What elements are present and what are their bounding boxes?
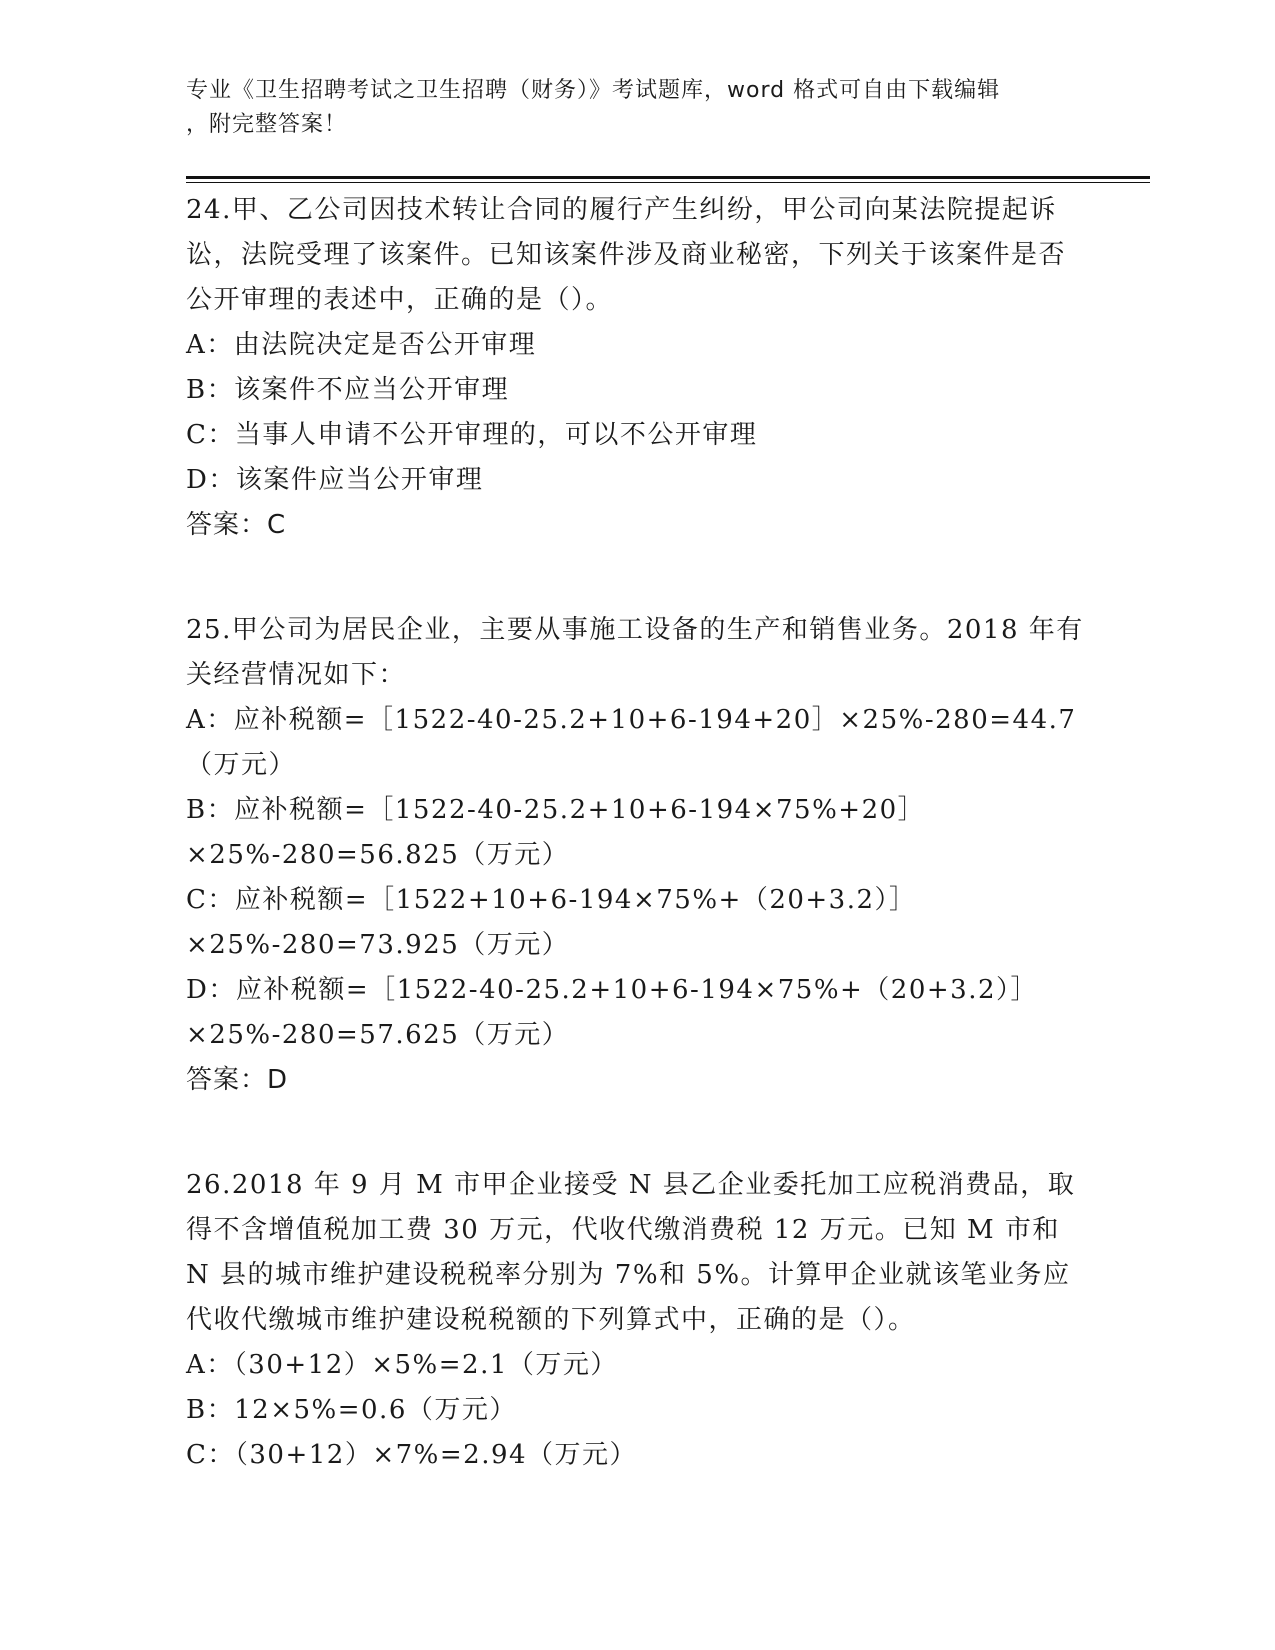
option-d: D：该案件应当公开审理 bbox=[186, 465, 484, 495]
option-a: A：由法院决定是否公开审理 bbox=[186, 330, 537, 360]
option-c: C：（30+12）×7%=2.94（万元） bbox=[186, 1440, 638, 1470]
option-a: A：应补税额=［1522-40-25.2+10+6-194+20］×25%-280=44.7（万元） bbox=[186, 705, 1077, 780]
question-text: 26.2018 年 9 月 M 市甲企业接受 N 县乙企业委托加工应税消费品，取得不含增值税加工费 30 万元，代收代缴消费税 12 万元。已知 M 市和 N 县的城市维护建设税税率分别为 7%和 5%。计算甲企业就该笔业务应代收代缴城市维护建设税税额的下列算式中，正确的是（）。 bbox=[186, 1170, 1076, 1335]
option-b: B：12×5%=0.6（万元） bbox=[186, 1395, 517, 1425]
question-list bbox=[186, 188, 1086, 1478]
header-divider-thick bbox=[186, 176, 1150, 179]
question-25 bbox=[186, 608, 1086, 1103]
option-d: D：应补税额=［1522-40-25.2+10+6-194×75%+（20+3.2）］×25%-280=57.625（万元） bbox=[186, 975, 1039, 1050]
option-c: C：当事人申请不公开审理的，可以不公开审理 bbox=[186, 420, 758, 450]
question-text: 24.甲、乙公司因技术转让合同的履行产生纠纷，甲公司向某法院提起诉讼，法院受理了该案件。已知该案件涉及商业秘密，下列关于该案件是否公开审理的表述中，正确的是（）。 bbox=[186, 195, 1067, 315]
header-line-1: 专业《卫生招聘考试之卫生招聘（财务）》考试题库，word 格式可自由下载编辑 bbox=[186, 78, 1001, 103]
option-a: A：（30+12）×5%=2.1（万元） bbox=[186, 1350, 618, 1380]
option-b: B：该案件不应当公开审理 bbox=[186, 375, 510, 405]
question-spacer bbox=[186, 1103, 1086, 1163]
question-text: 25.甲公司为居民企业，主要从事施工设备的生产和销售业务。2018 年有关经营情况如下： bbox=[186, 615, 1084, 690]
option-c: C：应补税额=［1522+10+6-194×75%+（20+3.2）］×25%-280=73.925（万元） bbox=[186, 885, 917, 960]
question-spacer bbox=[186, 548, 1086, 608]
answer: 答案：C bbox=[186, 510, 287, 540]
answer: 答案：D bbox=[186, 1065, 289, 1095]
document-header bbox=[186, 74, 1086, 142]
option-b: B：应补税额=［1522-40-25.2+10+6-194×75%+20］×25%-280=56.825（万元） bbox=[186, 795, 926, 870]
header-divider-thin bbox=[186, 182, 1150, 183]
header-line-2: ，附完整答案！ bbox=[186, 112, 348, 137]
question-24 bbox=[186, 188, 1086, 548]
question-26 bbox=[186, 1163, 1086, 1478]
